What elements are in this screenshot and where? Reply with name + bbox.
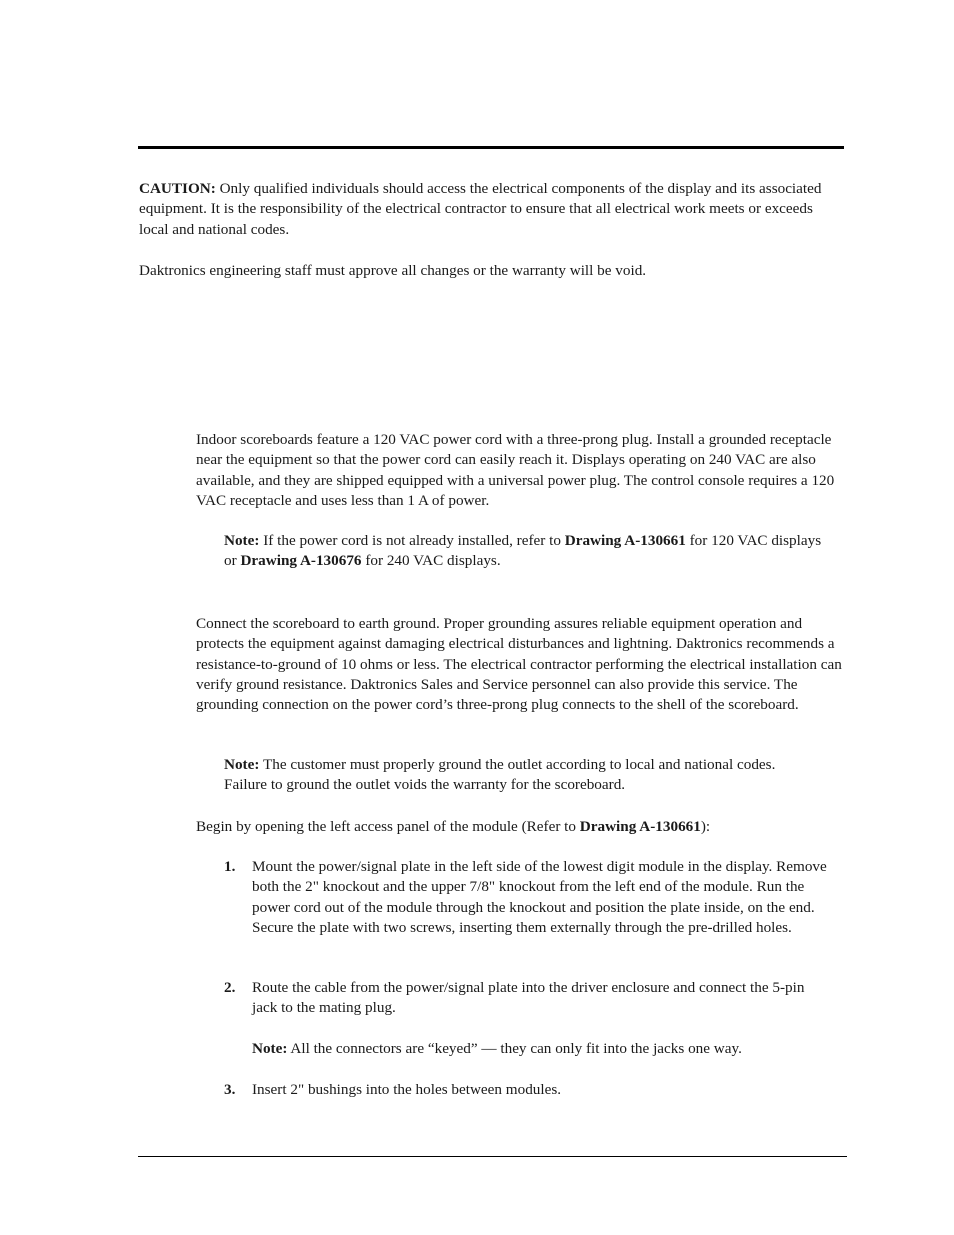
step-number: 1. — [224, 858, 236, 875]
step2-note-text: All the connectors are “keyed” — they can only fit into the jacks one way. — [287, 1040, 742, 1057]
step-text: Insert 2" bushings into the holes between modules. — [252, 1081, 562, 1098]
footer-rule — [138, 1156, 847, 1157]
ground-note-text: The customer must properly ground the outlet according to local and national codes. Failure to ground the outlet voids the warranty for the scoreboard. — [224, 756, 776, 794]
step2-note — [252, 1039, 844, 1059]
step2-note-label: Note: — [252, 1040, 288, 1057]
power-note-drawing-120: Drawing A-130661 — [564, 532, 686, 549]
ground-paragraph: Connect the scoreboard to earth ground. Proper grounding assures reliable equipment operation and protects the equipment against damaging electrical disturbances and lightning. Daktronics recommends a resistance-to-ground of 10 ohms or less. The electrical contractor performing the electrical installation can verify ground resistance. Daktronics Sales and Service personnel can also provide this service. The grounding connection on the power cord’s three-prong plug connects to the shell of the scoreboard. — [196, 615, 842, 714]
caution-label: CAUTION: — [139, 180, 216, 197]
step-text: Mount the power/signal plate in the left side of the lowest digit module in the display. Remove both the 2" knockout and the upper 7/8" knockout from the left end of the module. Run the power cord out of the module through the knockout and position the plate inside, on the end. Secure the plate with two screws, inserting them externally through the pre-drilled holes. — [252, 858, 827, 936]
power-note-text: for 240 VAC displays. — [361, 552, 501, 570]
power-note — [224, 531, 836, 572]
ground-note — [224, 755, 814, 796]
step-number: 2. — [224, 979, 236, 996]
power-note-text: If the power cord is not already installed, refer to — [259, 532, 565, 549]
step-text: Route the cable from the power/signal plate into the driver enclosure and connect the 5-pin jack to the mating plug. — [252, 979, 805, 1017]
warranty-paragraph: Daktronics engineering staff must approve all changes or the warranty will be void. — [139, 262, 647, 279]
power-note-drawing-240: Drawing A-130676 — [240, 552, 362, 570]
ground-note-label: Note: — [224, 756, 260, 773]
intro-text: Begin by opening the left access panel of the module (Refer to — [196, 818, 580, 835]
intro-drawing: Drawing A-130661 — [579, 818, 701, 835]
caution-text: Only qualified individuals should access the electrical components of the display and its associated equipment. It is the responsibility of the electrical contractor to ensure that all electrical work meets or exceeds local and national codes. — [139, 180, 822, 238]
power-note-text: for 120 VAC displays or — [224, 532, 822, 570]
power-note-label: Note: — [224, 532, 260, 549]
power-paragraph: Indoor scoreboards feature a 120 VAC power cord with a three-prong plug. Install a grounded receptacle near the equipment so that the power cord can easily reach it. Displays operating on 240 VAC are also available, and they are shipped equipped with a universal power plug. The control console requires a 120 VAC receptacle and uses less than 1 A of power. — [196, 431, 835, 509]
step-number: 3. — [224, 1081, 236, 1098]
intro-text: ): — [700, 818, 711, 835]
steps-intro — [196, 817, 846, 837]
header-rule — [138, 146, 844, 149]
caution-paragraph — [139, 179, 839, 240]
